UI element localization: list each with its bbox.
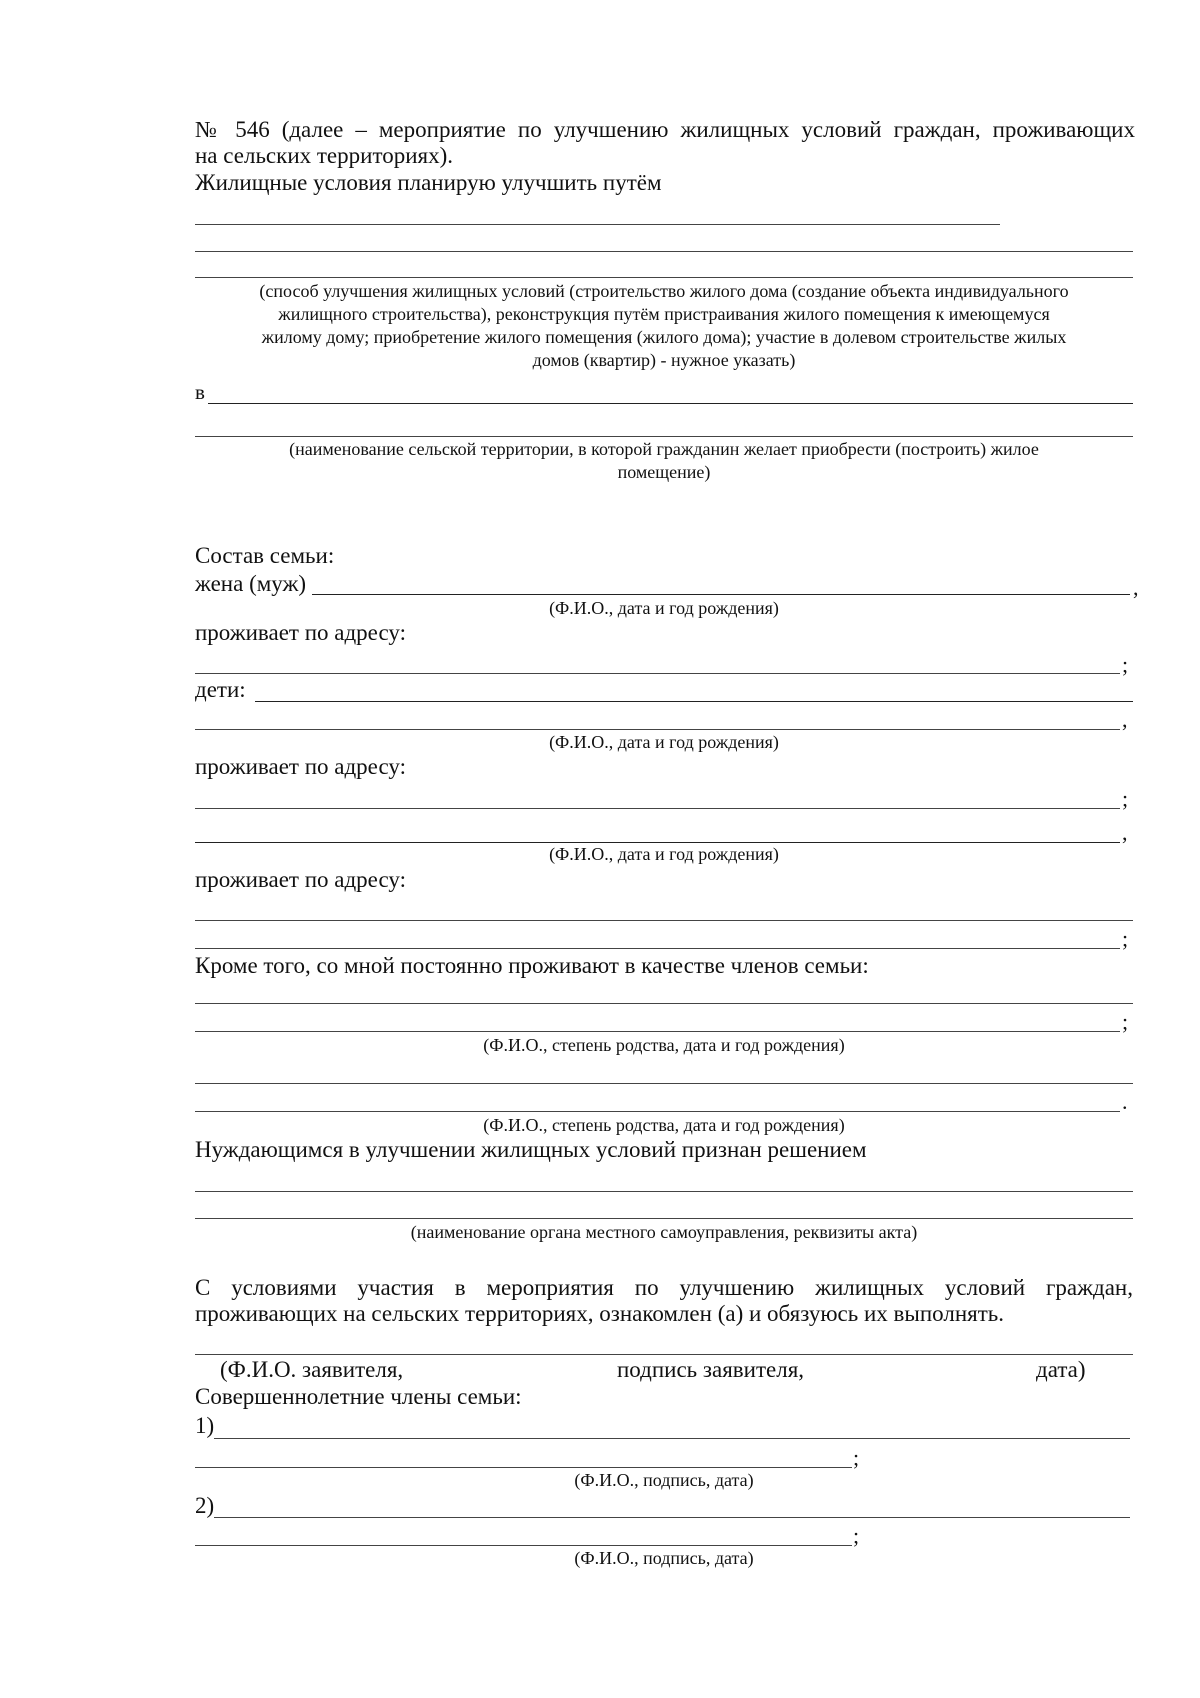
intro-line-1: № 546 (далее – мероприятие по улучшению жилищных условий граждан, проживающих xyxy=(195,117,1135,142)
signature-date-label: дата) xyxy=(1036,1357,1086,1382)
member-address-label: проживает по адресу: xyxy=(195,867,406,892)
family-heading: Состав семьи: xyxy=(195,543,335,568)
signature-fio-label: (Ф.И.О. заявителя, xyxy=(220,1357,404,1382)
member-caption: (Ф.И.О., дата и год рождения) xyxy=(549,844,779,864)
children-field-1[interactable] xyxy=(255,701,1133,702)
others-field-2[interactable] xyxy=(195,1031,1120,1032)
spouse-address-label: проживает по адресу: xyxy=(195,620,406,645)
needy-field-1[interactable] xyxy=(195,1191,1133,1192)
others-caption-2: (Ф.И.О., степень родства, дата и год рождения) xyxy=(483,1115,845,1135)
spouse-label: жена (муж) xyxy=(195,571,307,596)
others-field-4[interactable] xyxy=(195,1111,1120,1112)
others-field-3[interactable] xyxy=(195,1083,1133,1084)
in-prefix: в xyxy=(195,380,205,404)
adult-1-marker: 1) xyxy=(195,1413,215,1438)
method-field-1[interactable] xyxy=(195,224,1000,225)
spouse-address-semicolon: ; xyxy=(1122,652,1129,677)
conditions-line-2: проживающих на сельских территориях, ознакомлен (а) и обязуюсь их выполнять. xyxy=(195,1301,1005,1326)
children-address-field[interactable] xyxy=(195,808,1120,809)
others-semicolon: ; xyxy=(1122,1009,1129,1034)
needy-caption: (наименование органа местного самоуправления, реквизиты акта) xyxy=(410,1222,918,1242)
children-address-semicolon: ; xyxy=(1122,786,1129,811)
member-address-field-2[interactable] xyxy=(195,948,1120,949)
method-field-3[interactable] xyxy=(195,277,1133,278)
intro-line-2: на сельских территориях). xyxy=(195,143,453,168)
children-address-label: проживает по адресу: xyxy=(195,754,406,779)
spouse-field[interactable] xyxy=(312,594,1130,595)
spouse-address-field[interactable] xyxy=(195,673,1120,674)
signature-sign-label: подпись заявителя, xyxy=(617,1357,805,1382)
adult-1-caption: (Ф.И.О., подпись, дата) xyxy=(574,1470,754,1490)
territory-caption: (наименование сельской территории, в которой гражданин желает приобрести (построить) жилое помещение) xyxy=(289,439,1039,482)
adults-heading: Совершеннолетние члены семьи: xyxy=(195,1384,522,1409)
spouse-caption: (Ф.И.О., дата и год рождения) xyxy=(549,598,779,618)
needy-field-2[interactable] xyxy=(195,1218,1133,1219)
method-caption: (способ улучшения жилищных условий (строительство жилого дома (создание объекта индивидуального жилищного строительства), реконструкция путём пристраивания жилого помещения к имеющемуся жилому дому; приобретение жилого помещения (жилого дома); участие в долевом строительстве жилых домов (квартир) - нужное указать) xyxy=(259,281,1069,370)
conditions-line-1: С условиями участия в мероприятия по улучшению жилищных условий граждан, xyxy=(195,1275,1133,1300)
member-comma: , xyxy=(1122,820,1128,845)
member-address-semicolon: ; xyxy=(1122,926,1129,951)
member-address-field-1[interactable] xyxy=(195,920,1133,921)
others-heading: Кроме того, со мной постоянно проживают в качестве членов семьи: xyxy=(195,953,869,978)
needy-heading: Нуждающимся в улучшении жилищных условий признан решением xyxy=(195,1137,867,1162)
adult-2-field-1[interactable] xyxy=(214,1517,1130,1518)
others-field-1[interactable] xyxy=(195,1003,1133,1004)
adult-2-field-2[interactable] xyxy=(195,1545,852,1546)
children-comma: , xyxy=(1122,707,1128,732)
others-caption-1: (Ф.И.О., степень родства, дата и год рождения) xyxy=(483,1035,845,1055)
spouse-comma: , xyxy=(1133,575,1139,600)
adult-2-semicolon: ; xyxy=(853,1523,860,1548)
adult-2-marker: 2) xyxy=(195,1493,215,1518)
children-field-2[interactable] xyxy=(195,729,1120,730)
intro-line-3: Жилищные условия планирую улучшить путём xyxy=(195,170,662,195)
children-caption: (Ф.И.О., дата и год рождения) xyxy=(549,732,779,752)
territory-field-1[interactable] xyxy=(208,403,1133,404)
method-field-2[interactable] xyxy=(195,251,1133,252)
adult-1-field-1[interactable] xyxy=(214,1438,1130,1439)
adult-2-caption: (Ф.И.О., подпись, дата) xyxy=(574,1548,754,1568)
adult-1-field-2[interactable] xyxy=(195,1467,852,1468)
signature-field[interactable] xyxy=(195,1354,1133,1355)
territory-field-2[interactable] xyxy=(195,436,1133,437)
adult-1-semicolon: ; xyxy=(853,1445,860,1470)
others-period: . xyxy=(1122,1089,1128,1114)
children-label: дети: xyxy=(195,677,246,702)
